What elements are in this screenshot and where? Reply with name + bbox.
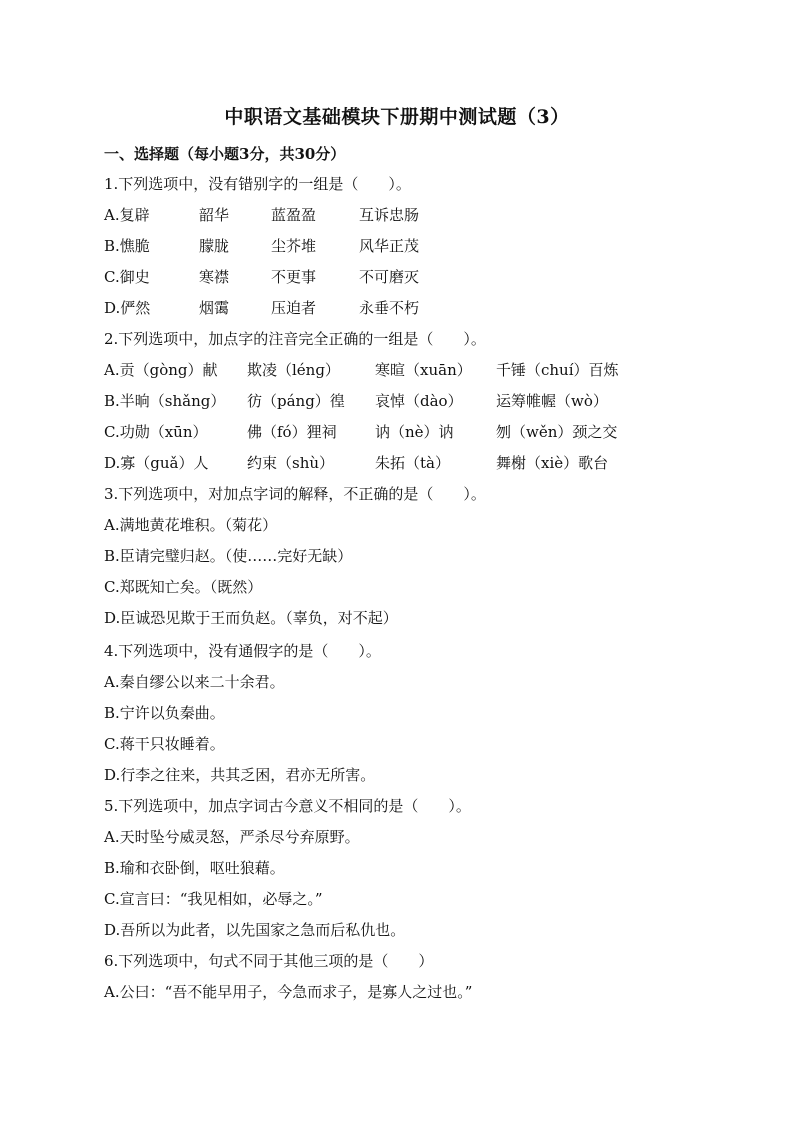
q1-d-word-2: 烟霭 xyxy=(199,299,230,317)
q1-a-word-3: 蓝盈盈 xyxy=(271,206,317,224)
question-3-option-b: B.臣请完璧归赵。（使……完好无缺） xyxy=(104,547,353,565)
question-6-stem: 6.下列选项中，句式不同于其他三项的是（ ） xyxy=(104,952,434,970)
question-4-option-a: A.秦自缪公以来二十余君。 xyxy=(104,673,285,691)
question-5-stem: 5.下列选项中，加点字词古今意义不相同的是（ ）。 xyxy=(104,797,471,815)
q2-b-item-1: B.半晌（shǎng） xyxy=(104,392,226,410)
question-1-stem: 1.下列选项中，没有错别字的一组是（ ）。 xyxy=(104,175,411,193)
q2-c-item-1: C.功勋（xūn） xyxy=(104,423,208,441)
question-5-option-a: A.天时坠兮威灵怒，严杀尽兮弃原野。 xyxy=(104,828,360,846)
section-heading: 一、选择题（每小题3分，共30分） xyxy=(104,145,346,163)
q2-d-item-1: D.寡（guǎ）人 xyxy=(104,454,209,472)
q2-c-item-3: 讷（nè）讷 xyxy=(375,423,454,441)
question-2-stem: 2.下列选项中，加点字的注音完全正确的一组是（ ）。 xyxy=(104,330,486,348)
q1-b-word-1: B.憔脆 xyxy=(104,237,150,255)
q1-c-word-2: 寒襟 xyxy=(199,268,230,286)
q2-d-item-3: 朱拓（tà） xyxy=(375,454,450,472)
q1-a-word-4: 互诉忠肠 xyxy=(359,206,420,224)
q1-c-word-3: 不更事 xyxy=(271,268,317,286)
q2-a-item-3: 寒暄（xuān） xyxy=(375,361,472,379)
page-title: 中职语文基础模块下册期中测试题（3） xyxy=(224,106,570,128)
q2-b-item-3: 哀悼（dào） xyxy=(375,392,463,410)
q1-b-word-3: 尘芥堆 xyxy=(271,237,317,255)
q2-a-item-4: 千锤（chuí）百炼 xyxy=(496,361,619,379)
question-5-option-b: B.瑜和衣卧倒，呕吐狼藉。 xyxy=(104,859,285,877)
q1-b-word-2: 朦胧 xyxy=(199,237,230,255)
q2-d-item-2: 约束（shù） xyxy=(247,454,335,472)
question-5-option-c: C.宣言曰：“我见相如，必辱之。” xyxy=(104,890,323,908)
question-4-option-c: C.蒋干只妆睡着。 xyxy=(104,735,225,753)
q2-a-item-2: 欺凌（lénɡ） xyxy=(247,361,340,379)
question-3-option-c: C.郑既知亡矣。（既然） xyxy=(104,578,263,596)
q1-d-word-1: D.俨然 xyxy=(104,299,151,317)
q2-c-item-2: 佛（fó）狸祠 xyxy=(247,423,337,441)
question-5-option-d: D.吾所以为此者，以先国家之急而后私仇也。 xyxy=(104,921,406,939)
q2-d-item-4: 舞榭（xiè）歌台 xyxy=(496,454,609,472)
q1-b-word-4: 风华正茂 xyxy=(359,237,420,255)
q1-a-word-2: 韶华 xyxy=(199,206,230,224)
question-4-option-d: D.行李之往来，共其乏困，君亦无所害。 xyxy=(104,766,376,784)
question-6-option-a: A.公曰：“吾不能早用子，今急而求子，是寡人之过也。” xyxy=(104,983,473,1001)
q2-a-item-1: A.贡（gòng）献 xyxy=(104,361,218,379)
q2-b-item-4: 运筹帷幄（wò） xyxy=(496,392,608,410)
question-4-stem: 4.下列选项中，没有通假字的是（ ）。 xyxy=(104,642,381,660)
question-3-stem: 3.下列选项中，对加点字词的解释，不正确的是（ ）。 xyxy=(104,485,486,503)
q2-c-item-4: 刎（wěn）颈之交 xyxy=(496,423,618,441)
question-3-option-a: A.满地黄花堆积。（菊花） xyxy=(104,516,278,534)
q1-c-word-1: C.御史 xyxy=(104,268,150,286)
q1-d-word-3: 压迫者 xyxy=(271,299,317,317)
q1-d-word-4: 永垂不朽 xyxy=(359,299,420,317)
q1-a-word-1: A.复辟 xyxy=(104,206,150,224)
question-3-option-d: D.臣诚恐见欺于王而负赵。（辜负，对不起） xyxy=(104,609,398,627)
q1-c-word-4: 不可磨灭 xyxy=(359,268,420,286)
question-4-option-b: B.宁许以负秦曲。 xyxy=(104,704,225,722)
q2-b-item-2: 彷（páng）徨 xyxy=(247,392,345,410)
